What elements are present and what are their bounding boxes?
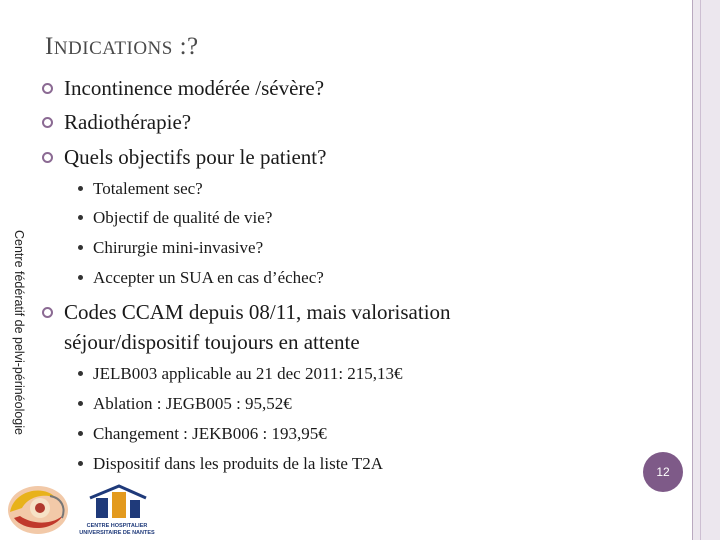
- bullet-text: séjour/dispositif toujours en attente: [64, 330, 360, 354]
- sub-bullet-item: [93, 424, 327, 444]
- page-number-badge: 12: [643, 452, 683, 492]
- dot-bullet-icon: [78, 245, 83, 250]
- sub-bullet-text: Ablation : JEGB005 : 95,52€: [93, 394, 292, 413]
- sub-bullet-text: Dispositif dans les produits de la liste T2A: [93, 454, 384, 473]
- dot-bullet-icon: [78, 461, 83, 466]
- sub-bullet-text: Totalement sec?: [93, 179, 203, 198]
- ring-bullet-icon: [42, 83, 53, 94]
- title-rest: NDICATIONS: [53, 38, 173, 59]
- pelvi-perineology-logo-icon: [4, 478, 72, 538]
- sub-bullet-item: [93, 454, 383, 474]
- title-suffix: :?: [172, 33, 199, 60]
- bullet-item: [64, 76, 324, 101]
- sub-bullet-text: JELB003 applicable au 21 dec 2011: 215,13€: [93, 364, 403, 383]
- bullet-item: [64, 110, 191, 135]
- sub-bullet-text: Accepter un SUA en cas d’échec?: [93, 268, 324, 287]
- right-border-line: [692, 0, 693, 540]
- sub-bullet-item: [93, 238, 263, 258]
- sub-bullet-item: [93, 268, 324, 288]
- chu-caption-line1: CENTRE HOSPITALIER: [86, 523, 148, 529]
- side-label: Centre fédératif de pelvi-périnéologie: [12, 230, 26, 435]
- chu-logo-caption: [72, 523, 162, 536]
- dot-bullet-icon: [78, 215, 83, 220]
- dot-bullet-icon: [78, 275, 83, 280]
- dot-bullet-icon: [78, 186, 83, 191]
- ring-bullet-icon: [42, 117, 53, 128]
- bullet-item: [64, 300, 451, 325]
- dot-bullet-icon: [78, 431, 83, 436]
- bullet-item: [64, 145, 326, 170]
- chu-nantes-logo: [72, 484, 162, 540]
- sub-bullet-item: [93, 364, 403, 384]
- dot-bullet-icon: [78, 401, 83, 406]
- ring-bullet-icon: [42, 152, 53, 163]
- sub-bullet-item: [93, 179, 203, 199]
- chu-caption-line2: UNIVERSITAIRE DE NANTES: [79, 529, 155, 536]
- dot-bullet-icon: [78, 371, 83, 376]
- bullet-text: Incontinence modérée /sévère?: [64, 76, 325, 100]
- bullet-text: Radiothérapie?: [64, 110, 192, 134]
- bullet-continuation: [64, 330, 360, 355]
- bullet-text: Quels objectifs pour le patient?: [64, 145, 327, 169]
- sub-bullet-text: Objectif de qualité de vie?: [93, 208, 273, 227]
- title-initial: I: [45, 33, 54, 60]
- slide-title: [45, 33, 199, 61]
- sub-bullet-text: Changement : JEKB006 : 193,95€: [93, 424, 327, 443]
- right-decorative-band: [692, 0, 720, 540]
- sub-bullet-text: Chirurgie mini-invasive?: [93, 238, 264, 257]
- sub-bullet-item: [93, 208, 272, 228]
- right-border-line-inner: [700, 0, 701, 540]
- ring-bullet-icon: [42, 307, 53, 318]
- bullet-text: Codes CCAM depuis 08/11, mais valorisation: [64, 300, 451, 324]
- chu-nantes-emblem-icon: [72, 484, 162, 524]
- sub-bullet-item: [93, 394, 292, 414]
